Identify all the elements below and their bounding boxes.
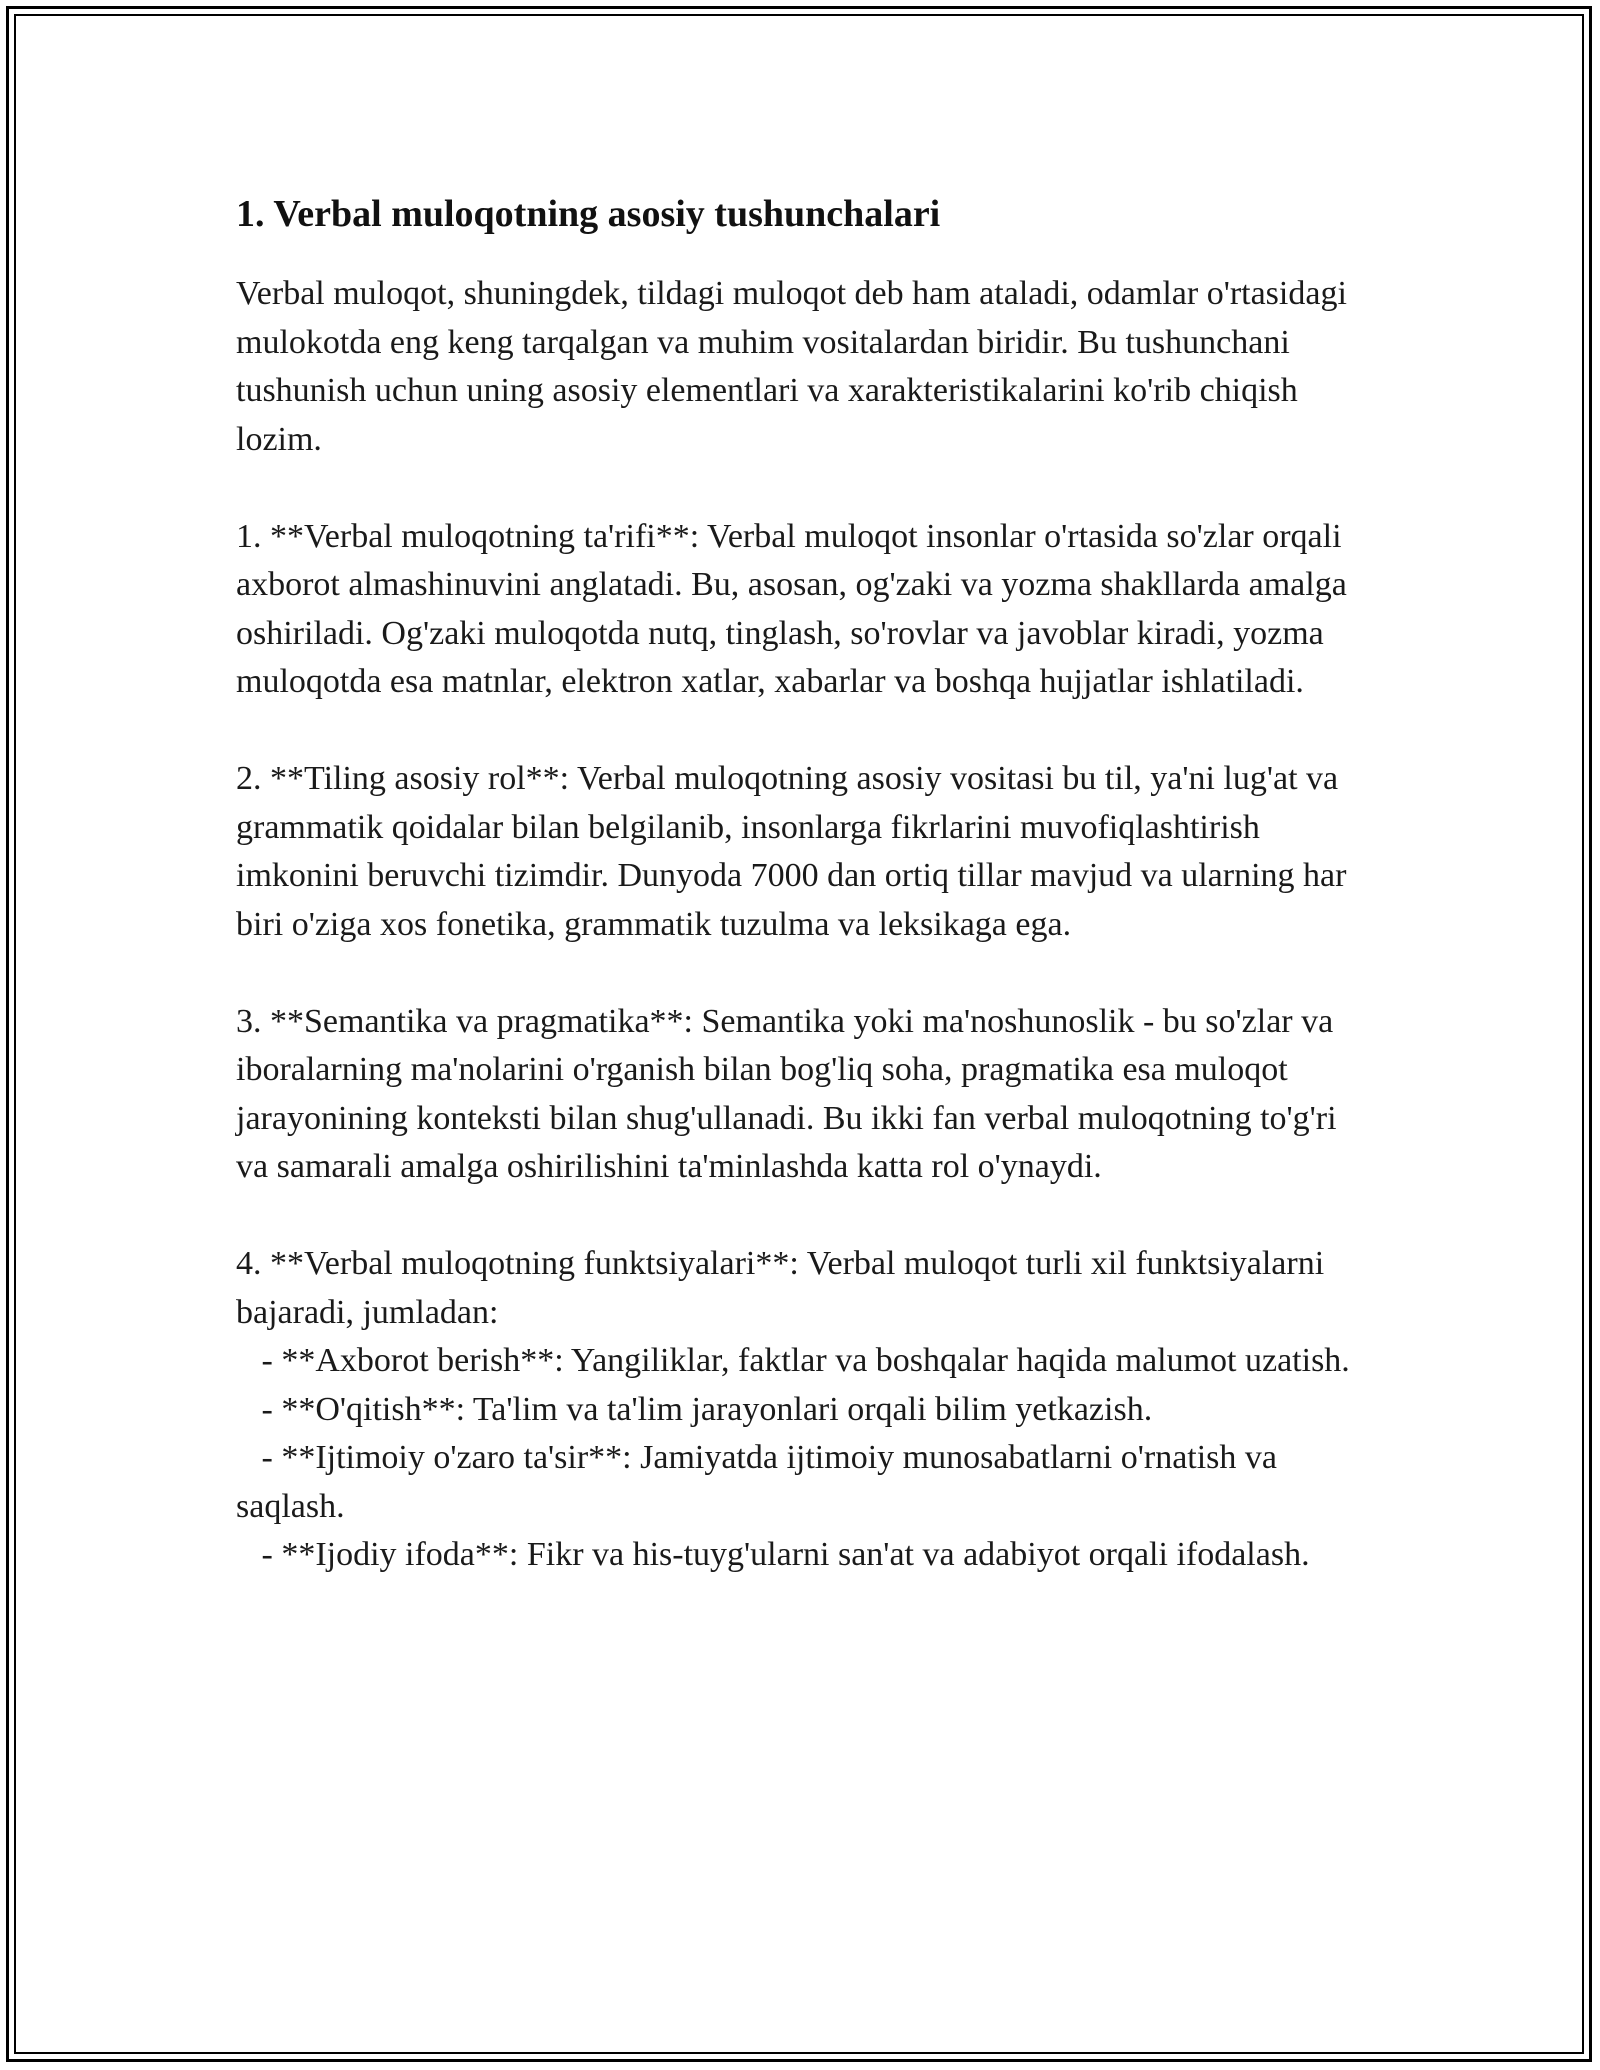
paragraph-intro: Verbal muloqot, shuningdek, tildagi muloqot deb ham ataladi, odamlar o'rtasidagi mulokotda eng keng tarqalgan va muhim vositalardan biridir. Bu tushunchani tushunish uchun uning asosiy elementlari va xarakteristikalarini ko'rib chiqish lozim.: [236, 275, 1356, 458]
document-body: [236, 186, 1366, 1580]
paragraph-item-1: 1. **Verbal muloqotning ta'rifi**: Verbal muloqot insonlar o'rtasida so'zlar orqali axborot almashinuvini anglatadi. Bu, asosan, og'zaki va yozma shakllarda amalga oshiriladi. Og'zaki muloqotda nutq, tinglash, so'rovlar va javoblar kiradi, yozma muloqotda esa matnlar, elektron xatlar, xabarlar va boshqa hujjatlar ishlatiladi.: [236, 517, 1356, 700]
paragraph-item-2: 2. **Tiling asosiy rol**: Verbal muloqotning asosiy vositasi bu til, ya'ni lug'at va grammatik qoidalar bilan belgilanib, insonlarga fikrlarini muvofiqlashtirish imkonini beruvchi tizimdir. Dunyoda 7000 dan ortiq tillar mavjud va ularning har biri o'ziga xos fonetika, grammatik tuzulma va leksikaga ega.: [236, 760, 1355, 943]
document-title: 1. Verbal muloqotning asosiy tushunchalari: [236, 193, 941, 235]
paragraph-spacer: [236, 464, 1366, 513]
paragraph-spacer: [236, 949, 1366, 998]
paragraph-item-3: 3. **Semantika va pragmatika**: Semantika yoki ma'noshunoslik - bu so'zlar va iboralarning ma'nolarini o'rganish bilan bog'liq soha, pragmatika esa muloqot jarayonining konteksti bilan shug'ullanadi. Bu ikki fan verbal muloqotning to'g'ri va samarali amalga oshirilishini ta'minlashda katta rol o'ynaydi.: [236, 1002, 1346, 1185]
paragraph-item-4: 4. **Verbal muloqotning funktsiyalari**: Verbal muloqot turli xil funktsiyalarni bajaradi, jumladan: - **Axborot berish**: Yangiliklar, faktlar va boshqalar haqida malumot uzatish. - **O'qitish**: Ta'lim va ta'lim jarayonlari orqali bilim yetkazish. - **Ijtimoiy o'zaro ta'sir**: Jamiyatda ijtimoiy munosabatlarni o'rnatish va saqlash. - **Ijodiy ifoda**: Fikr va his-tuyg'ularni san'at va adabiyot orqali ifodalash.: [236, 1245, 1350, 1573]
paragraph-spacer: [236, 1192, 1366, 1241]
paragraph-spacer: [236, 707, 1366, 756]
